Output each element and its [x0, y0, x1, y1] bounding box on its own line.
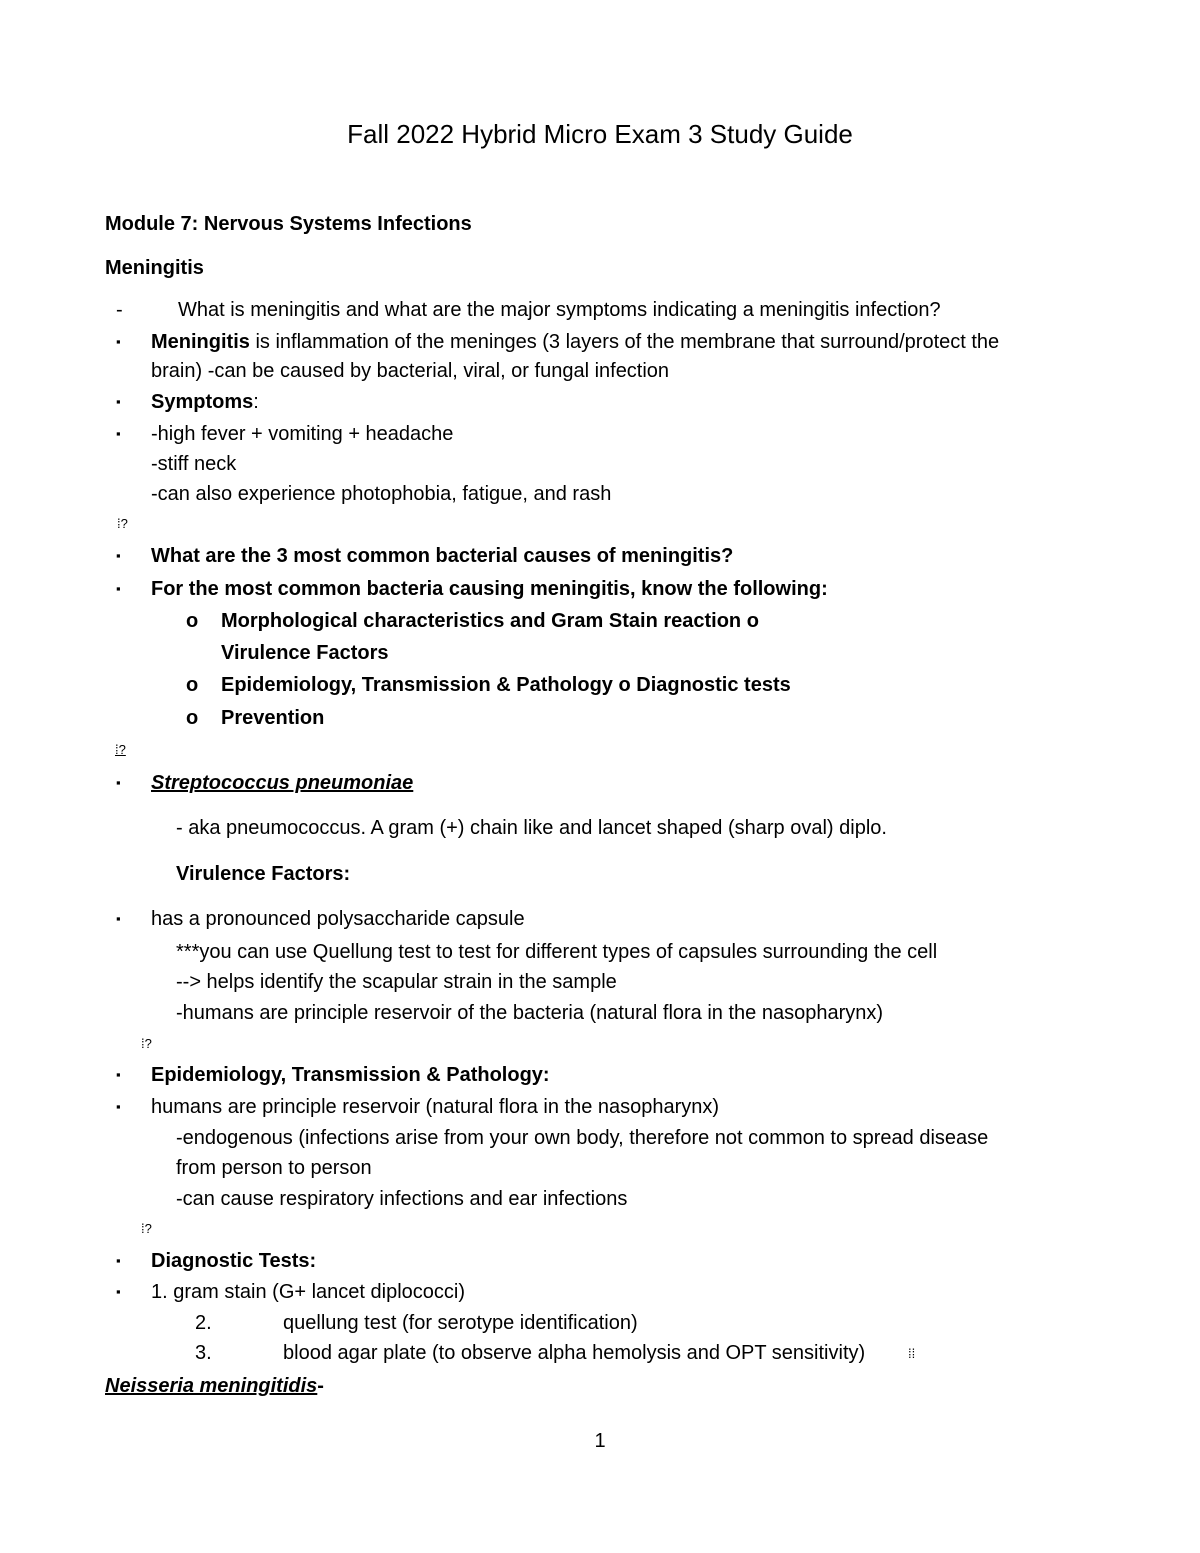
- sub-bullet-icon: o: [186, 610, 199, 632]
- bullet-icon: ▪: [116, 911, 121, 926]
- bullet-icon: ▪: [116, 334, 121, 349]
- bullet-icon: ▪: [116, 426, 121, 441]
- sub-bullet-icon: o: [186, 674, 199, 696]
- question-know-following: For the most common bacteria causing meningitis, know the following:: [151, 578, 828, 600]
- dash-marker: -: [116, 299, 123, 321]
- epidemiology-heading: Epidemiology, Transmission & Pathology:: [151, 1064, 550, 1086]
- know-item: Virulence Factors: [221, 642, 389, 664]
- bullet-icon: ▪: [116, 775, 121, 790]
- placeholder-mark-icon: ⁞?: [115, 742, 126, 757]
- diagnostic-item: blood agar plate (to observe alpha hemolysis and OPT sensitivity): [283, 1342, 866, 1364]
- neisseria-heading: Neisseria meningitidis: [105, 1375, 318, 1397]
- symptoms-heading: [151, 389, 259, 415]
- bullet-icon: ▪: [116, 1253, 121, 1268]
- page-number: 1: [594, 1430, 606, 1452]
- epidemiology-note: from person to person: [176, 1157, 372, 1179]
- epidemiology-note: -can cause respiratory infections and ear infections: [176, 1188, 628, 1210]
- diagnostic-item: 1. gram stain (G+ lancet diplococci): [151, 1281, 466, 1303]
- symptom-item: -can also experience photophobia, fatigue, and rash: [151, 483, 612, 505]
- neisseria-suffix: -: [317, 1375, 324, 1397]
- placeholder-mark-icon: ⁞⁞: [908, 1346, 916, 1361]
- virulence-heading: Virulence Factors:: [176, 863, 351, 885]
- symptoms-colon: :: [253, 391, 259, 413]
- bullet-icon: ▪: [116, 1099, 121, 1114]
- module-heading: Module 7: Nervous Systems Infections: [105, 213, 472, 235]
- bullet-icon: ▪: [116, 1067, 121, 1082]
- question-common-causes: What are the 3 most common bacterial causes of meningitis?: [151, 545, 734, 567]
- virulence-note: ***you can use Quellung test to test for different types of capsules surrounding the cell: [176, 941, 938, 963]
- virulence-item: has a pronounced polysaccharide capsule: [151, 908, 525, 930]
- know-item: Morphological characteristics and Gram Stain reaction o: [221, 610, 759, 632]
- definition-label: Meningitis: [151, 331, 250, 353]
- diagnostic-heading: Diagnostic Tests:: [151, 1250, 317, 1272]
- document-title: Fall 2022 Hybrid Micro Exam 3 Study Guide: [347, 119, 853, 149]
- diagnostic-number: 2.: [195, 1312, 212, 1334]
- strep-description: - aka pneumococcus. A gram (+) chain like and lancet shaped (sharp oval) diplo.: [176, 817, 887, 839]
- symptom-item: -high fever + vomiting + headache: [151, 423, 454, 445]
- epidemiology-note: -endogenous (infections arise from your own body, therefore not common to spread disease: [176, 1127, 989, 1149]
- placeholder-mark-icon: ⁞?: [141, 1221, 152, 1236]
- bullet-icon: ▪: [116, 548, 121, 563]
- epidemiology-item: humans are principle reservoir (natural flora in the nasopharynx): [151, 1096, 720, 1118]
- question-meningitis-symptoms: What is meningitis and what are the major symptoms indicating a meningitis infection?: [178, 299, 941, 321]
- bullet-icon: ▪: [116, 581, 121, 596]
- neisseria-heading-line: [105, 1373, 324, 1399]
- placeholder-mark-icon: ⁞?: [141, 1036, 152, 1051]
- definition-line: [151, 329, 999, 355]
- diagnostic-item: quellung test (for serotype identification): [283, 1312, 638, 1334]
- symptoms-label: Symptoms: [151, 391, 254, 413]
- placeholder-mark-icon: ⁞?: [117, 516, 128, 531]
- definition-text: is inflammation of the meninges (3 layers of the membrane that surround/protect the: [249, 331, 1000, 353]
- symptom-item: -stiff neck: [151, 453, 237, 475]
- definition-text-cont: brain) -can be caused by bacterial, viral, or fungal infection: [151, 360, 670, 382]
- diagnostic-number: 3.: [195, 1342, 212, 1364]
- virulence-note: --> helps identify the scapular strain in the sample: [176, 971, 617, 993]
- strep-heading: Streptococcus pneumoniae: [151, 772, 414, 794]
- know-item: Epidemiology, Transmission & Pathology o Diagnostic tests: [221, 674, 791, 696]
- know-item: Prevention: [221, 707, 325, 729]
- virulence-note: -humans are principle reservoir of the bacteria (natural flora in the nasopharynx): [176, 1002, 884, 1024]
- section-heading: Meningitis: [105, 257, 204, 279]
- bullet-icon: ▪: [116, 394, 121, 409]
- bullet-icon: ▪: [116, 1284, 121, 1299]
- sub-bullet-icon: o: [186, 707, 199, 729]
